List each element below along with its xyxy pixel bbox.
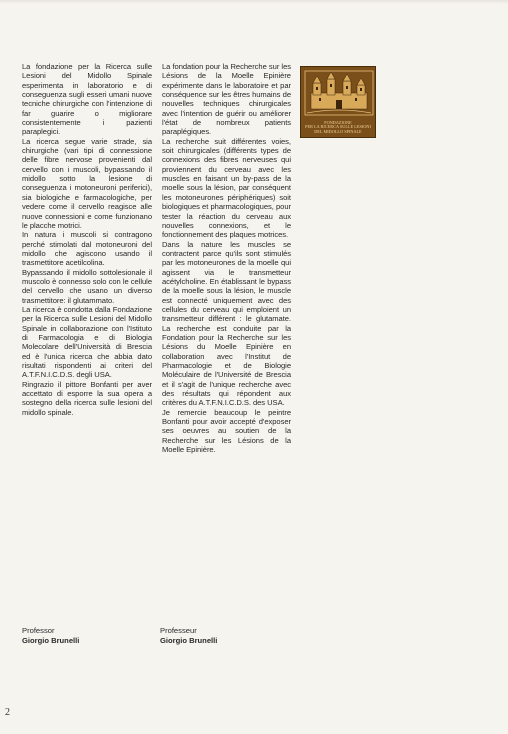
italian-paragraph-6: Ringrazio il pittore Bonfanti per aver accettato di esporre la sua opera a sostegno della ricerca sulle lesioni del midollo spinale. [22,379,152,417]
foundation-logo [300,66,376,138]
french-paragraph-4: Je remercie beaucoup le peintre Bonfanti pour avoir accepté d'exposer ses oeuvres au soutien de la Recherche sur les Lésions de la Moelle Epinière. [162,407,291,455]
italian-column [22,62,152,417]
logo-line-3: DEL MIDOLLO SPINALE [314,129,362,135]
page-number: 2 [5,707,10,718]
italian-paragraph-4: Bypassando il midollo sottolesionale il muscolo è connesso solo con le cellule del cervello che usano un diverso trasmettitore: il glutammato. [22,267,152,305]
logo-caption [303,121,373,135]
logo-line-1: FONDAZIONE [324,119,352,125]
italian-paragraph-1: La fondazione per la Ricerca sulle Lesioni del Midollo Spinale esperimenta in laboratorio e di conseguenza sugli esseri umani nuove tecniche chirurgiche con l'intenzione di far guarire o migliorare consistentemente i pazienti paraplegici. [22,62,152,137]
page-edge-shadow [0,0,508,4]
french-paragraph-3: Dans la nature les muscles se contractent parce qu'ils sont stimulés par les motoneurones de la moelle qui agissent via le transmetteur acétylcholine. En établissant le bypass de la moelle sous la lésion, le muscle est connecté uniquement avec des cellules du cerveau qui emploient un transmetteur différent : le glutamate. La recherche est conduite par la Fondation pour la Recherche sur les Lésions du Moelle Epinière en collaboration avec l'Institut de Pharmacologie et de Biologie Moléculaire de l'Université de Brescia et il s'agit de l'unique recherche avec des résultats qui répondent aux critères du A.T.F.N.I.C.D.S. des USA. [162,239,291,408]
french-paragraph-1: La fondation pour la Recherche sur les Lésions de la Moelle Epinière expérimente dans le laboratoire et par conséquence sur les êtres humains de nouvelles techniques chirurgicales avec l'intention de guérir ou améliorer l'état de nombreux patients paraplégiques. [162,62,291,137]
french-paragraph-2: La recherche suit différentes voies, soit chirurgicales (différents types de connexions des fibres nerveuses qui proviennent du cerveau avec les muscles en faisant un by-pass de la moelle sous la lésion, par conséquent les motoneurones périphériques) soit biologiques et pharmacologiques, pour tester la réaction du cerveau aux nouvelles connexions, et le fonctionnement des plaques motrices. [162,136,291,240]
signature-name: Giorgio Brunelli [22,635,80,645]
signature-title: Professor [22,626,55,635]
logo-line-2: PER LA RICERCA SULLE LESIONI [305,124,371,130]
italian-paragraph-3: In natura i muscoli si contragono perché stimolati dal motoneuroni del midollo che agiscono usando il trasmettitore acetilcolina. [22,230,152,268]
signature-title: Professeur [160,626,197,635]
signature-name: Giorgio Brunelli [160,635,218,645]
italian-paragraph-5: La ricerca è condotta dalla Fondazione per la Ricerca sulle Lesioni del Midollo Spinale in collaborazione con l'Istituto di Farmacologia e di Biologia Molecolare dell'Università di Brescia ed è l'unica ricerca che abbia dato risultati rispondenti ai criteri del A.T.F.N.I.C.D.S. degli USA. [22,304,152,380]
french-signature [160,626,217,645]
italian-signature [22,626,79,645]
french-column [162,62,291,454]
italian-paragraph-2: La ricerca segue varie strade, sia chirurgiche (vari tipi di connessione delle fibre nervose provenienti dal cervello con i muscoli, bypassando il midollo sotto la lesione di conseguenza i motoneuroni periferici), sia biologiche e farmacologiche, per vedere come il cervello reagisce alle nuove connessioni e come funzionano le placche motrici. [22,136,152,230]
